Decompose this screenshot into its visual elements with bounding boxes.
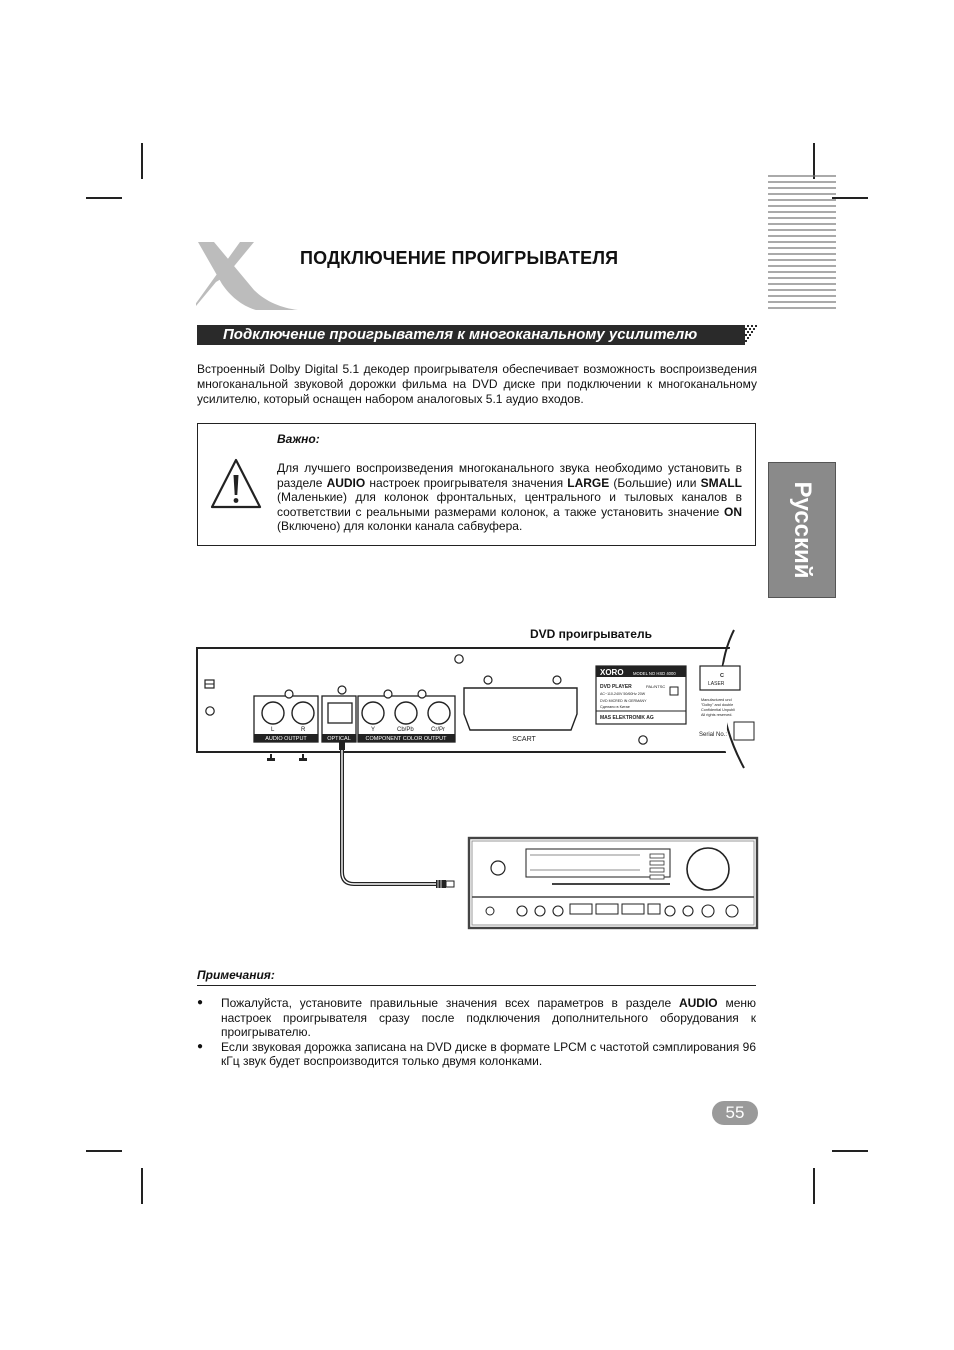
audio-l-label: L: [271, 727, 275, 733]
language-tab: [768, 462, 836, 598]
note-text-part: Пожалуйста, установите правильные значения всех параметров в разделе: [221, 996, 679, 1010]
manufacture-line-2: "Dolby" and double: [701, 703, 734, 707]
model-label: MODEL NO HSD 4000: [633, 671, 676, 676]
crop-mark: [141, 143, 143, 179]
important-text-part: (Большие) или: [609, 475, 701, 490]
component-output-jacks: [358, 690, 455, 742]
important-heading: Важно:: [277, 432, 320, 446]
list-item: [197, 1040, 756, 1069]
x-logo-icon: [196, 240, 300, 312]
notes-divider: [197, 985, 756, 986]
large-keyword: LARGE: [567, 475, 610, 490]
important-text-part: Для лучшего воспроизведения многоканального звука необходимо установить в разделе: [277, 461, 742, 490]
component-output-label: COMPONENT COLOR OUTPUT: [365, 736, 447, 742]
comp-cr-label: Cr/Pr: [431, 727, 445, 733]
important-text-part: (Маленькие) для колонок фронтальных, центрального и тыловых каналов в соответствии с реальными размерами колонок, а также установить значение: [277, 490, 742, 519]
plate-company: MAS ELEKTRONIK AG: [600, 715, 654, 721]
important-text: [277, 461, 742, 534]
section-title: Подключение проигрывателя к многоканальному усилителю: [197, 325, 745, 345]
crop-mark: [832, 197, 868, 199]
manufacture-line-4: All rights reserved.: [701, 713, 733, 717]
small-keyword: SMALL: [700, 475, 742, 490]
laser-label-c: C: [720, 673, 724, 679]
crop-mark: [813, 1168, 815, 1204]
notes-heading: Примечания:: [197, 968, 275, 982]
on-keyword: ON: [724, 504, 742, 519]
dvd-player-label: DVD проигрыватель: [530, 627, 652, 641]
manufacture-line-1: Manufactured und: [701, 698, 732, 702]
audio-markers: [267, 754, 307, 761]
optical-cable: [342, 742, 436, 884]
stripe-decoration: [768, 174, 836, 314]
plate-china: Сделано в Китае: [600, 705, 630, 709]
intro-paragraph: Встроенный Dolby Digital 5.1 декодер проигрывателя обеспечивает возможность воспроизведения многоканальной звуковой дорожки фильма на DVD диске при подключении к многоканальному усилителю, который оснащен набором аналоговых 5.1 аудио входов.: [197, 362, 757, 406]
audio-output-label: AUDIO OUTPUT: [265, 736, 307, 742]
plate-germany: DVD MICRED IN GERMANY: [600, 699, 647, 703]
connection-diagram: [190, 620, 770, 932]
amplifier: [469, 838, 757, 928]
audio-keyword: AUDIO: [678, 996, 718, 1010]
brand-label: XORO: [600, 668, 624, 677]
page-title: ПОДКЛЮЧЕНИЕ ПРОИГРЫВАТЕЛЯ: [300, 248, 619, 268]
crop-mark: [86, 1150, 122, 1152]
plate-system: PAL/NTSC: [646, 684, 666, 689]
crop-mark: [141, 1168, 143, 1204]
manufacture-line-3: Confidential Unpubli: [701, 708, 735, 712]
note-text-part: Если звуковая дорожка записана на DVD диске в формате LPCM с частотой сэмплирования 96 кГц звук будет воспроизводится только двумя колонками.: [221, 1039, 756, 1068]
optical-label: OPTICAL: [327, 736, 351, 742]
page-number: 55: [712, 1101, 758, 1125]
section-bar-pattern: [731, 325, 759, 345]
notes-list: [197, 996, 756, 1069]
audio-output-jacks: [254, 690, 318, 742]
warning-icon: [209, 457, 263, 511]
serial-label: Serial No.:: [699, 732, 728, 738]
plate-player: DVD PLAYER: [600, 684, 632, 690]
audio-r-label: R: [301, 727, 306, 733]
comp-y-label: Y: [371, 727, 376, 733]
optical-plug: [339, 742, 454, 888]
crop-mark: [832, 1150, 868, 1152]
laser-label-text: LASER: [708, 681, 725, 687]
crop-mark: [86, 197, 122, 199]
audio-keyword: AUDIO: [326, 475, 366, 490]
important-text-part: настроек проигрывателя значения: [365, 475, 568, 490]
plate-power: AC~110-240V 50/60Hz 20W: [600, 692, 646, 696]
language-tab-label: Русский: [789, 481, 816, 579]
note-text-part: меню настроек проигрывателя сразу после подключения дополнительного оборудования к проигрывателю.: [221, 996, 757, 1039]
comp-cb-label: Cb/Pb: [397, 727, 414, 733]
list-item: [197, 996, 756, 1040]
important-text-part: (Включено) для колонки канала сабвуфера.: [277, 519, 523, 533]
scart-label: SCART: [512, 736, 536, 743]
